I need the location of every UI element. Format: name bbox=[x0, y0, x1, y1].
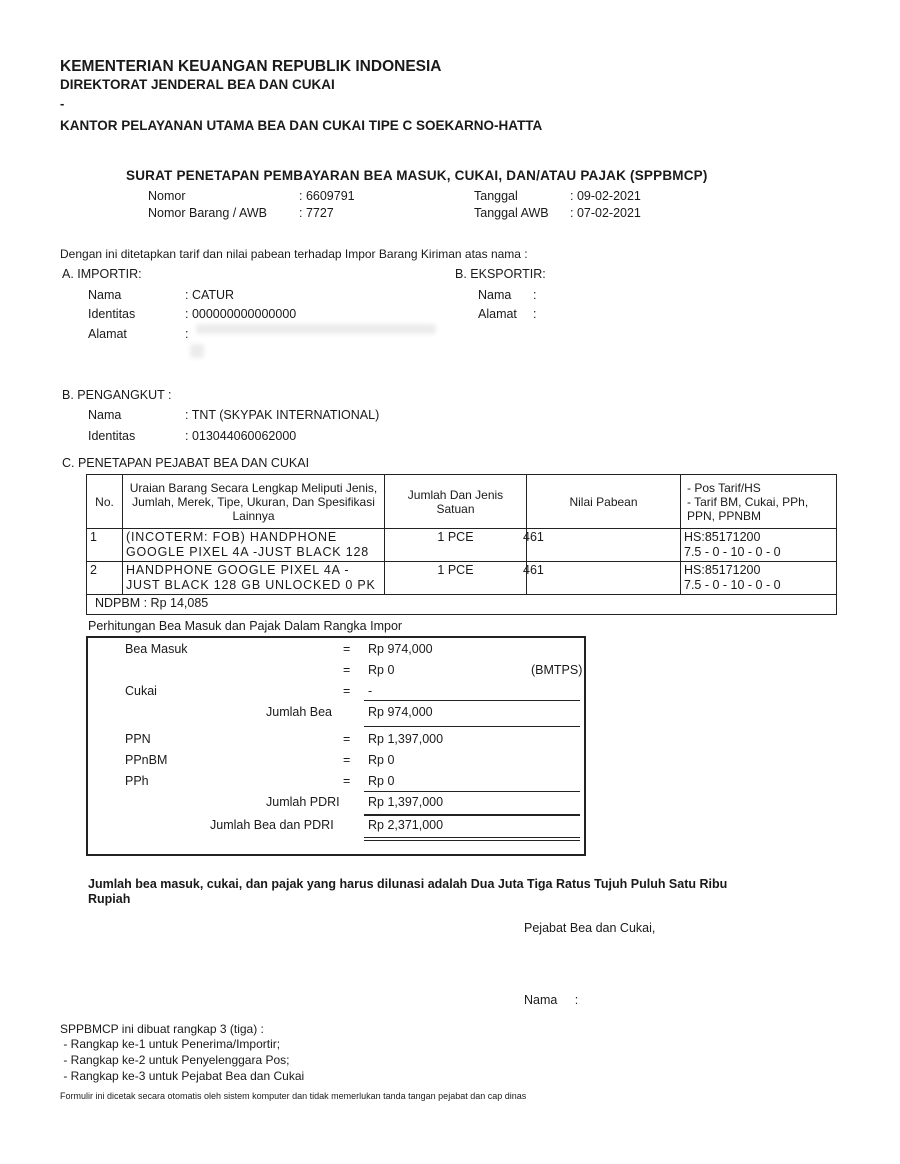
bmtps-value: Rp 0 bbox=[368, 663, 395, 677]
col-jumlah: Jumlah Dan Jenis Satuan bbox=[385, 475, 527, 529]
pengangkut-nama-value: : TNT (SKYPAK INTERNATIONAL) bbox=[185, 408, 380, 422]
col-pos-line1: - Pos Tarif/HS bbox=[687, 480, 761, 495]
eq-1: = bbox=[343, 642, 351, 656]
divider-2 bbox=[364, 726, 580, 727]
row2-no: 2 bbox=[87, 562, 123, 595]
double-underline-2 bbox=[364, 840, 580, 841]
jumlah-total-label: Jumlah Bea dan PDRI bbox=[210, 818, 334, 832]
pengangkut-identitas-value: : 013044060062000 bbox=[185, 429, 297, 443]
table-header-row bbox=[87, 475, 837, 529]
ppn-label: PPN bbox=[125, 732, 151, 746]
row2-nilai bbox=[523, 562, 681, 595]
dash-mark: - bbox=[60, 96, 65, 111]
row2-hs: HS:85171200 bbox=[684, 563, 761, 577]
awb-value: : 7727 bbox=[299, 206, 334, 220]
pejabat-label: Pejabat Bea dan Cukai, bbox=[524, 921, 656, 935]
row2-pos bbox=[681, 562, 837, 595]
jumlah-total-value: Rp 2,371,000 bbox=[368, 818, 444, 832]
col-uraian: Uraian Barang Secara Lengkap Meliputi Jenis, Jumlah, Merek, Tipe, Ukuran, Dan Spesifikasi Lainnya bbox=[123, 475, 385, 529]
calculation-box bbox=[86, 636, 586, 856]
ppn-value: Rp 1,397,000 bbox=[368, 732, 444, 746]
row1-jumlah: 1 PCE bbox=[385, 529, 527, 562]
jumlah-bea-label: Jumlah Bea bbox=[266, 705, 333, 719]
eksportir-alamat-value: : bbox=[533, 307, 537, 321]
intro-text: Dengan ini ditetapkan tarif dan nilai pabean terhadap Impor Barang Kiriman atas nama : bbox=[60, 247, 528, 261]
importir-identitas-label: Identitas bbox=[88, 307, 136, 321]
jumlah-pdri-label: Jumlah PDRI bbox=[266, 795, 340, 809]
row2-uraian bbox=[123, 562, 385, 595]
pengangkut-identitas-label: Identitas bbox=[88, 429, 136, 443]
cukai-label: Cukai bbox=[125, 684, 157, 698]
col-no: No. bbox=[87, 475, 123, 529]
eq-3: = bbox=[343, 684, 351, 698]
summary-line2: Rupiah bbox=[88, 892, 131, 906]
table-row bbox=[87, 529, 837, 562]
redacted-address bbox=[196, 324, 436, 334]
rangkap-item-1: - Rangkap ke-1 untuk Penerima/Importir; bbox=[60, 1037, 281, 1051]
pengangkut-heading: B. PENGANGKUT : bbox=[62, 388, 172, 402]
penetapan-heading: C. PENETAPAN PEJABAT BEA DAN CUKAI bbox=[62, 456, 310, 470]
divider-1 bbox=[364, 700, 580, 701]
row1-uraian bbox=[123, 529, 385, 562]
eksportir-nama-value: : bbox=[533, 288, 537, 302]
rangkap-item-2: - Rangkap ke-2 untuk Penyelenggara Pos; bbox=[60, 1053, 290, 1067]
eksportir-nama-label: Nama bbox=[478, 288, 512, 302]
col-pos-tarif bbox=[681, 475, 837, 529]
col-pos-line2: - Tarif BM, Cukai, PPh, PPN, PPNBM bbox=[687, 494, 809, 523]
row1-no: 1 bbox=[87, 529, 123, 562]
pph-value: Rp 0 bbox=[368, 774, 395, 788]
row2-uraian-line1: HANDPHONE GOOGLE PIXEL 4A - bbox=[126, 563, 350, 577]
ppnbm-value: Rp 0 bbox=[368, 753, 395, 767]
row1-uraian-line1: (INCOTERM: FOB) HANDPHONE bbox=[126, 530, 337, 544]
table-row bbox=[87, 562, 837, 595]
ministry-heading: KEMENTERIAN KEUANGAN REPUBLIK INDONESIA bbox=[60, 58, 442, 75]
eksportir-heading: B. EKSPORTIR: bbox=[455, 267, 546, 281]
tanggal-awb-label: Tanggal AWB bbox=[474, 206, 549, 220]
rangkap-item-3: - Rangkap ke-3 untuk Pejabat Bea dan Cukai bbox=[60, 1069, 305, 1083]
bea-masuk-value: Rp 974,000 bbox=[368, 642, 433, 656]
footer-note: Formulir ini dicetak secara otomatis oleh sistem komputer dan tidak memerlukan tanda tangan pejabat dan cap dinas bbox=[60, 1091, 527, 1101]
tanggal-value: : 09-02-2021 bbox=[570, 189, 641, 203]
eq-4: = bbox=[343, 732, 351, 746]
jumlah-bea-value: Rp 974,000 bbox=[368, 705, 433, 719]
eq-6: = bbox=[343, 774, 351, 788]
divider-3 bbox=[364, 791, 580, 792]
redacted-address-2 bbox=[190, 344, 204, 358]
row1-hs: HS:85171200 bbox=[684, 530, 761, 544]
pph-label: PPh bbox=[125, 774, 149, 788]
row1-nilai bbox=[523, 529, 681, 562]
rangkap-heading: SPPBMCP ini dibuat rangkap 3 (tiga) : bbox=[60, 1022, 264, 1036]
row2-uraian-line2: JUST BLACK 128 GB UNLOCKED 0 PK bbox=[126, 578, 376, 592]
directorate-heading: DIREKTORAT JENDERAL BEA DAN CUKAI bbox=[60, 77, 335, 92]
ndpbm-value: NDPBM : Rp 14,085 bbox=[87, 595, 837, 615]
row1-tarif: 7.5 - 0 - 10 - 0 - 0 bbox=[684, 545, 781, 559]
eq-2: = bbox=[343, 663, 351, 677]
double-underline-1 bbox=[364, 837, 580, 838]
bmtps-label: (BMTPS) bbox=[531, 663, 583, 677]
row2-jumlah: 1 PCE bbox=[385, 562, 527, 595]
pengangkut-nama-label: Nama bbox=[88, 408, 122, 422]
jumlah-pdri-value: Rp 1,397,000 bbox=[368, 795, 444, 809]
row1-pos bbox=[681, 529, 837, 562]
tanggal-label: Tanggal bbox=[474, 189, 518, 203]
nomor-label: Nomor bbox=[148, 189, 186, 203]
row2-nilai-value: 461 bbox=[523, 563, 544, 577]
importir-identitas-value: : 000000000000000 bbox=[185, 307, 297, 321]
nomor-value: : 6609791 bbox=[299, 189, 355, 203]
importir-nama-value: : CATUR bbox=[185, 288, 235, 302]
importir-alamat-value: : bbox=[185, 327, 189, 341]
items-table bbox=[86, 474, 837, 615]
eksportir-alamat-label: Alamat bbox=[478, 307, 517, 321]
ndpbm-row bbox=[87, 595, 837, 615]
importir-alamat-label: Alamat bbox=[88, 327, 127, 341]
col-nilai: Nilai Pabean bbox=[527, 475, 681, 529]
eq-5: = bbox=[343, 753, 351, 767]
importir-heading: A. IMPORTIR: bbox=[62, 267, 142, 281]
document-title: SURAT PENETAPAN PEMBAYARAN BEA MASUK, CUKAI, DAN/ATAU PAJAK (SPPBMCP) bbox=[126, 168, 708, 183]
signature-nama: Nama : bbox=[524, 993, 579, 1007]
bea-masuk-label: Bea Masuk bbox=[125, 642, 188, 656]
tanggal-awb-value: : 07-02-2021 bbox=[570, 206, 641, 220]
perhitungan-heading: Perhitungan Bea Masuk dan Pajak Dalam Rangka Impor bbox=[88, 619, 403, 633]
cukai-value: - bbox=[368, 684, 373, 698]
awb-label: Nomor Barang / AWB bbox=[148, 206, 268, 220]
row1-nilai-value: 461 bbox=[523, 530, 544, 544]
row2-tarif: 7.5 - 0 - 10 - 0 - 0 bbox=[684, 578, 781, 592]
divider-4 bbox=[364, 814, 580, 816]
summary-line1: Jumlah bea masuk, cukai, dan pajak yang harus dilunasi adalah Dua Juta Tiga Ratus Tujuh Puluh Satu Ribu bbox=[88, 877, 728, 891]
row1-uraian-line2: GOOGLE PIXEL 4A -JUST BLACK 128 bbox=[126, 545, 369, 559]
office-heading: KANTOR PELAYANAN UTAMA BEA DAN CUKAI TIPE C SOEKARNO-HATTA bbox=[60, 118, 543, 133]
importir-nama-label: Nama bbox=[88, 288, 122, 302]
ppnbm-label: PPnBM bbox=[125, 753, 168, 767]
